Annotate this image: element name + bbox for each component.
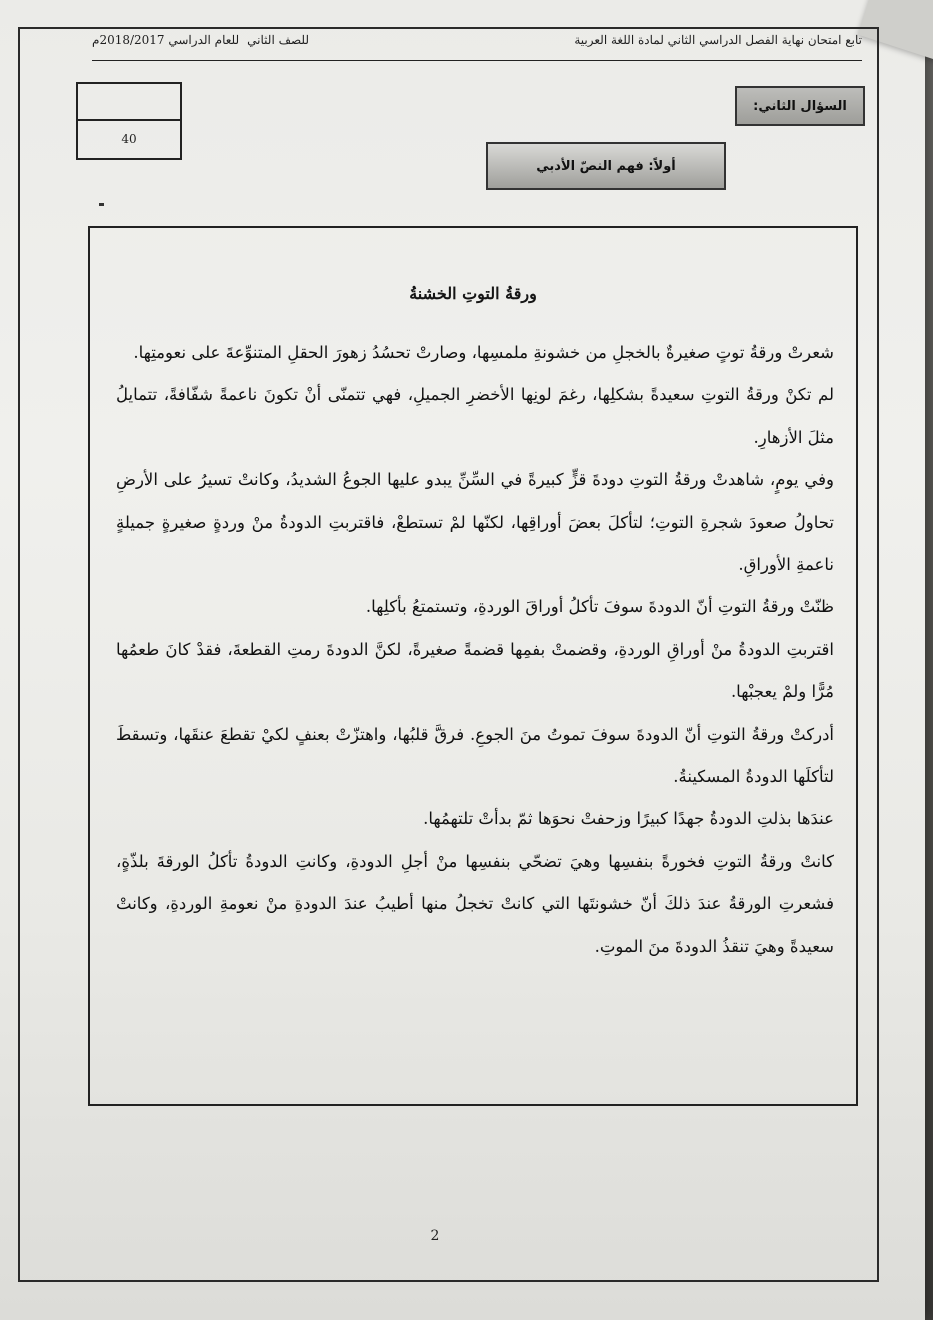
exam-header (92, 33, 862, 47)
score-value: 40 (121, 132, 137, 146)
dash-mark (99, 203, 104, 206)
story-paragraph: شعرتْ ورقةُ توتٍ صغيرةٌ بالخجلِ من خشونةِ ملمسِها، وصارتْ تحسُدُ زهورَ الحقلِ المتنوِّعةَ على نعومتِها. (133, 343, 834, 362)
score-box-divider (78, 119, 180, 121)
story-paragraph: وفي يومٍ، شاهدتْ ورقةُ التوتِ دودةَ قزٍّ كبيرةً في السِّنِّ يبدو عليها الجوعُ الشديدُ، وكانتْ تسيرُ على الأرضِ تحاولُ صعودَ شجرةِ التوتِ؛ لتأكلَ بعضَ أوراقِها، لكنّها لمْ تستطعْ، فاقتربتِ الدودةُ منْ وردةٍ صغيرةٍ جميلةٍ ناعمةِ الأوراقِ. (116, 470, 834, 575)
academic-year: للعام الدراسي 2018/2017م (92, 33, 240, 47)
story-paragraph: أدركتْ ورقةُ التوتِ أنّ الدودةَ سوفَ تموتُ منَ الجوعِ. فرقَّ قلبُها، واهتزّتْ بعنفٍ لكيْ تقطعَ عنقَها، وتسقطَ لتأكلَها الدودةُ المسكينةُ. (116, 724, 834, 787)
header-meta (92, 33, 309, 47)
story-paragraph: لم تكنْ ورقةُ التوتِ سعيدةً بشكلِها، رغمَ لونِها الأخضرِ الجميلِ، فهي تتمنّى أنْ تكونَ ناعمةً شفّافةً، تتمايلُ مثلَ الأزهارِ. (116, 385, 834, 447)
story-paragraph: عندَها بذلتِ الدودةُ جهدًا كبيرًا وزحفتْ نحوَها ثمّ بدأتْ تلتهمُها. (423, 809, 834, 829)
score-box (76, 82, 182, 160)
story-body (116, 332, 834, 968)
header-underline (92, 60, 862, 61)
story-paragraph: كانتْ ورقةُ التوتِ فخورةً بنفسِها وهيَ تضحّي بنفسِها منْ أجلِ الدودةِ، وكانتِ الدودةُ تأكلُ الورقةَ بلذّةٍ، فشعرتِ الورقةُ عندَ ذلكَ أنّ خشونتَها التي كانتْ تخجلُ منها أطيبُ عندَ الدودةِ منْ نعومةِ الوردةِ، وكانتْ سعيدةً وهيَ تنقذُ الدودةَ منَ الموتِ. (116, 851, 834, 956)
exam-title: تابع امتحان نهاية الفصل الدراسي الثاني لمادة اللغة العربية (574, 33, 862, 47)
page-number: 2 (430, 1228, 440, 1244)
question-label: السؤال الثاني: (735, 86, 865, 126)
story-title: ورقةُ التوتِ الخشنةُ (409, 284, 537, 303)
section-label: أولاً: فهم النصّ الأدبي (486, 142, 726, 190)
story-paragraph: ظنّتْ ورقةُ التوتِ أنّ الدودةَ سوفَ تأكلُ أوراقَ الوردةِ، وتستمتعُ بأكلِها. (365, 597, 834, 617)
story-paragraph: اقتربتِ الدودةُ منْ أوراقِ الوردةِ، وقضمتْ بفمِها قضمةً صغيرةً، لكنَّ الدودةَ رمتِ القطعةَ، فقدْ كانَ طعمُها مُرًّا ولمْ يعجبْها. (116, 639, 834, 702)
grade-label: للصف الثاني (247, 33, 310, 47)
story-text-box (88, 226, 858, 1106)
